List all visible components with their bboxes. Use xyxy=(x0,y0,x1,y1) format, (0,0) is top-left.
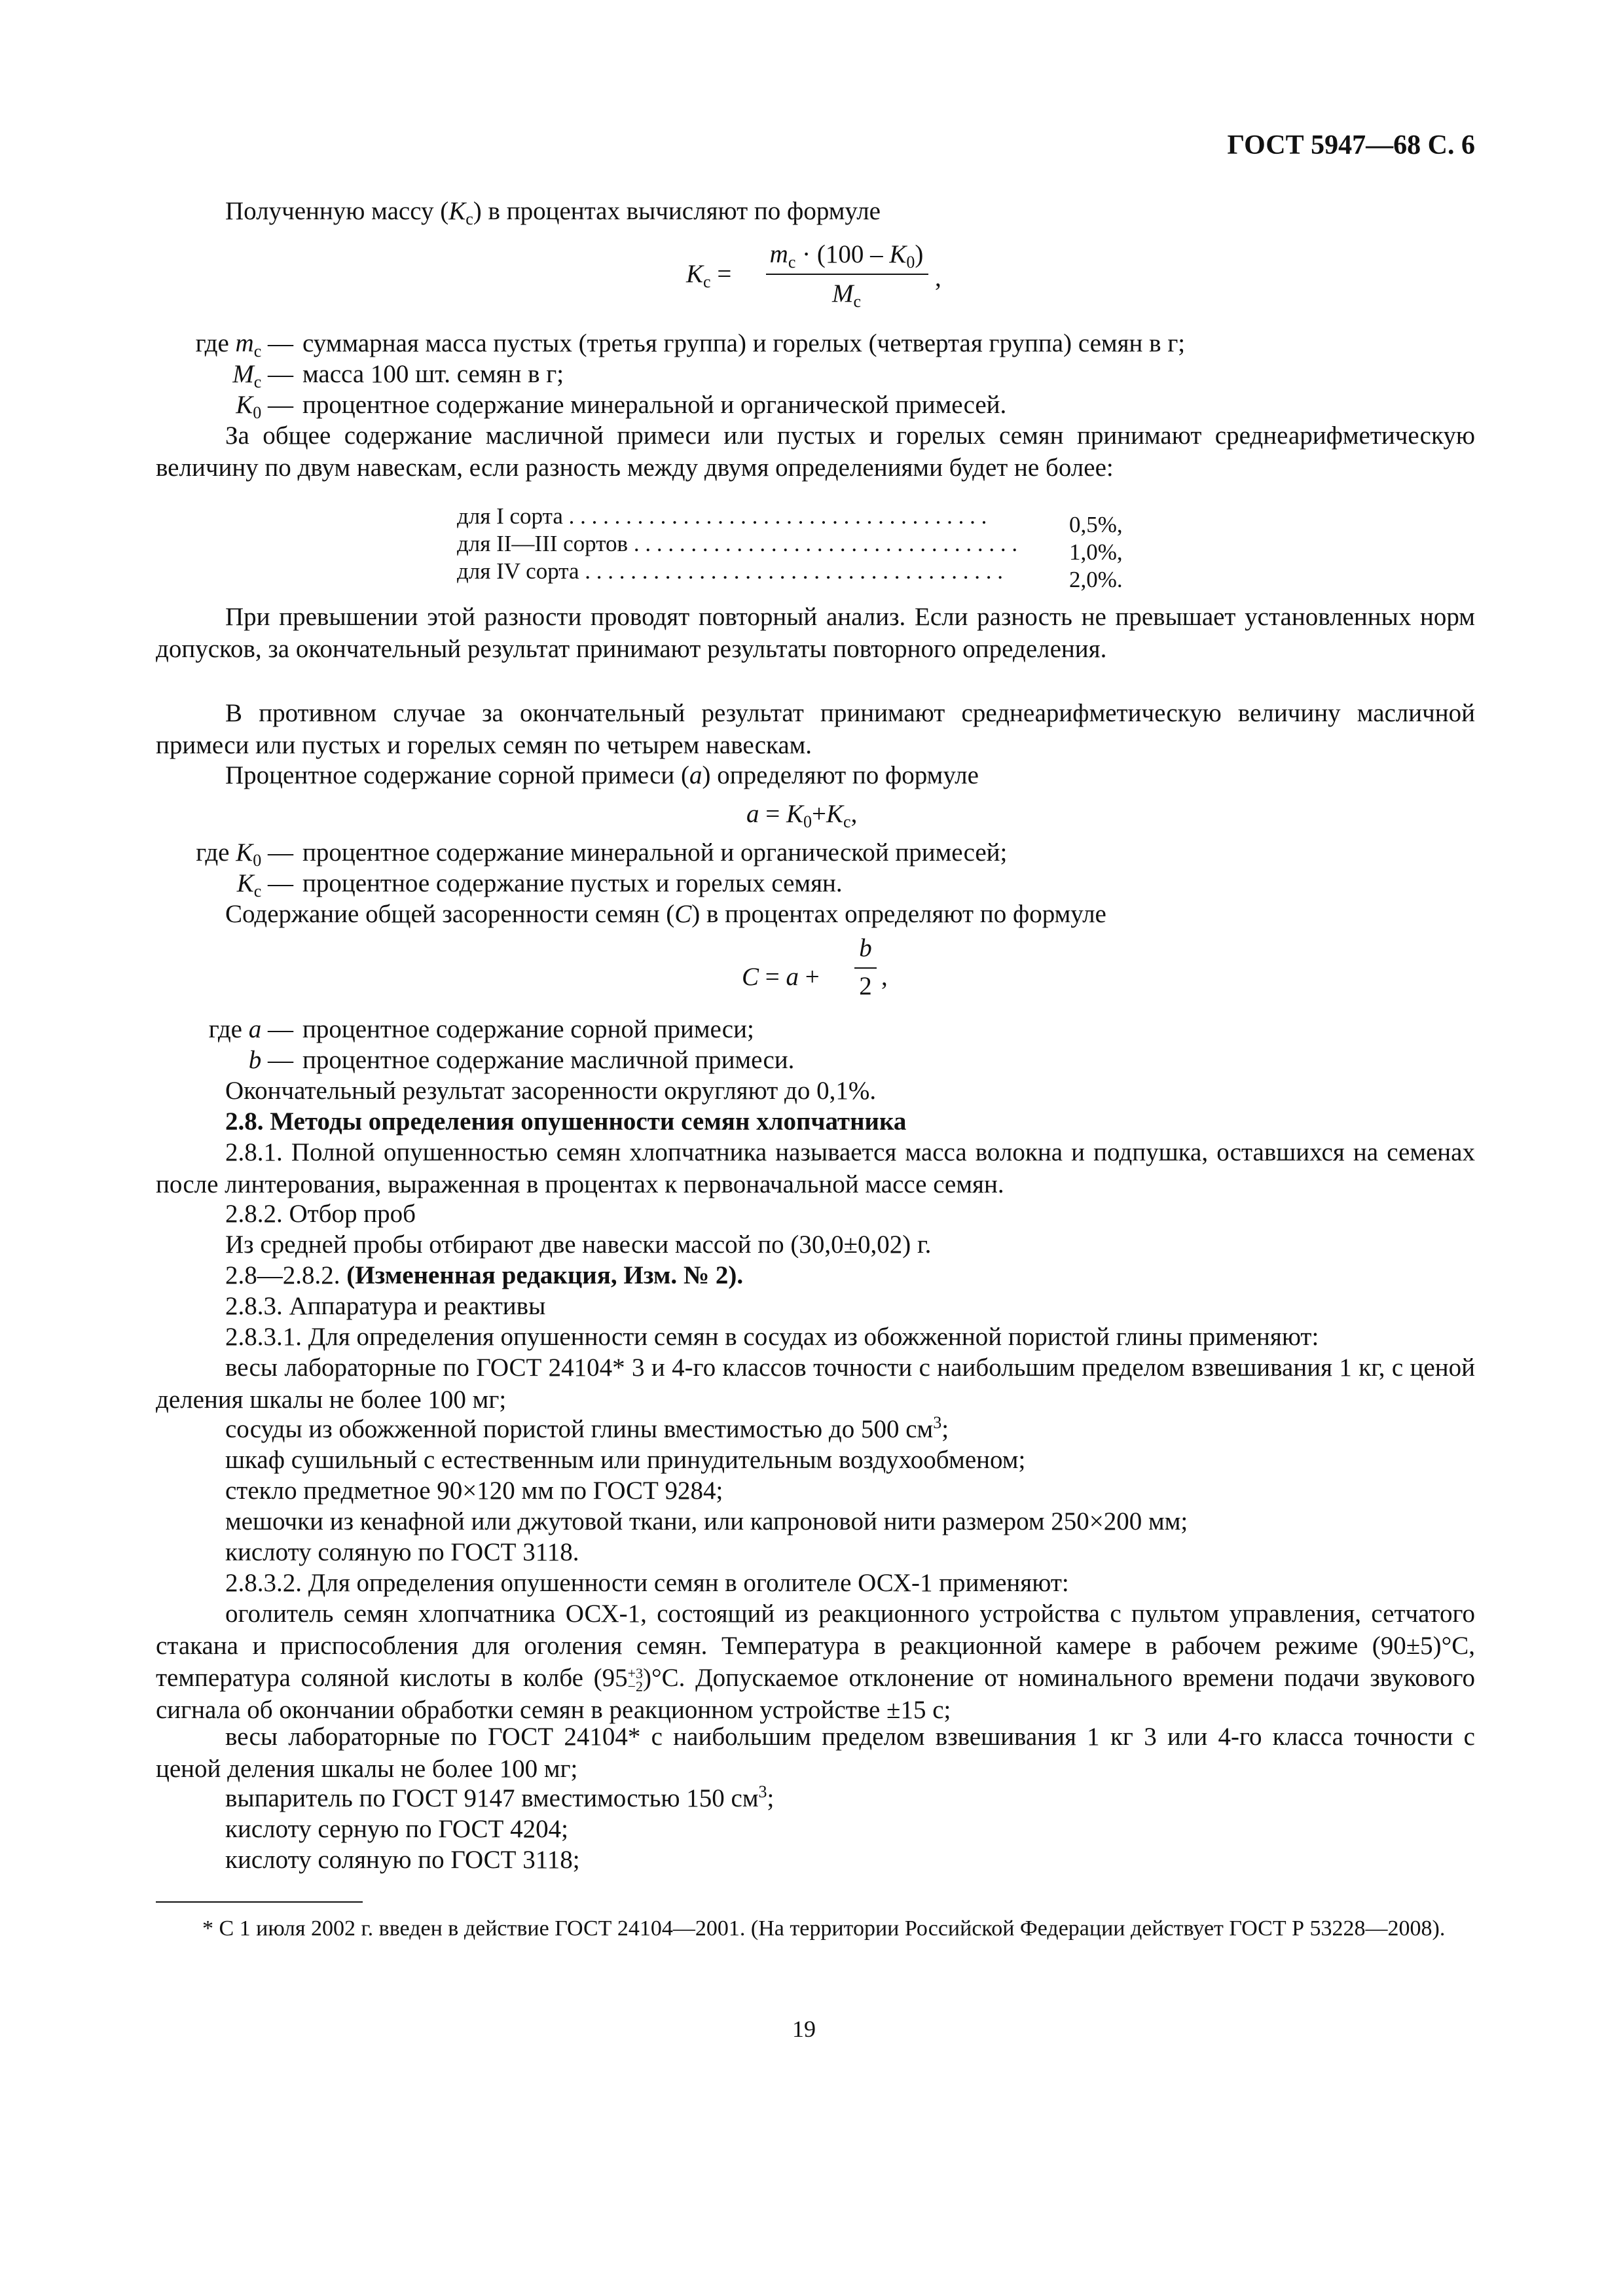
footnote-separator xyxy=(156,1901,363,1903)
section-2-8-heading: 2.8. Методы определения опушенности семян хлопчатника xyxy=(225,1107,907,1136)
intro-formula-c: Содержание общей засоренности семян (C) в процентах определяют по формуле xyxy=(225,900,1106,928)
formula-a: $a = K_0+K_с$, xyxy=(746,800,858,831)
item-scales-2: весы лабораторные по ГОСТ 24104* с наибольшим пределом взвешивания 1 кг 3 или 4-го класса точности с ценой деления шкалы не более 100 мг; xyxy=(156,1723,1475,1783)
item-glass-slide: стекло предметное 90×120 мм по ГОСТ 9284; xyxy=(225,1477,723,1505)
page-number: 19 xyxy=(792,2016,816,2042)
para-2-8-2-sample: Из средней пробы отбирают две навески массой по (30,0±0,02) г. xyxy=(225,1230,932,1259)
para-2-8-2-edit: 2.8—2.8.2. (Измененная редакция, Изм. № 2). xyxy=(225,1261,744,1289)
para-else: В противном случае за окончательный результат принимают среднеарифметическую величину масличной примеси или пустых и горелых семян по четырем навескам. xyxy=(156,699,1475,759)
para-2-8-3: 2.8.3. Аппаратура и реактивы xyxy=(225,1292,546,1320)
item-sulfuric-acid: кислоту серную по ГОСТ 4204; xyxy=(225,1815,568,1843)
item-hcl-2: кислоту соляную по ГОСТ 3118; xyxy=(225,1846,580,1874)
intro-formula-a: Процентное содержание сорной примеси (a) определяют по формуле xyxy=(225,761,979,789)
item-clay-vessels: сосуды из обожженной пористой глины вместимостью до 500 $см^3$; xyxy=(225,1413,949,1443)
para-average: За общее содержание масличной примеси или пустых и горелых семян принимают среднеарифметическую величину по двум навескам, если разность между двумя определениями будет не более: xyxy=(156,422,1475,482)
para-2-8-1: 2.8.1. Полной опушенностью семян хлопчатника называется масса волокна и подпушка, оставшихся на семенах после линтерования, выраженная в процентах к первоначальной массе семян. xyxy=(156,1138,1475,1198)
para-2-8-2: 2.8.2. Отбор проб xyxy=(225,1200,416,1228)
item-bags: мешочки из кенафной или джутовой ткани, или капроновой нити размером 250×200 мм; xyxy=(225,1507,1188,1535)
footnote: * С 1 июля 2002 г. введен в действие ГОСТ 24104—2001. (На территории Российской Федерации действует ГОСТ Р 53228—2008). xyxy=(202,1916,1446,1941)
para-2-8-3-2: 2.8.3.2. Для определения опушенности семян в оголителе ОСХ-1 применяют: xyxy=(225,1569,1069,1597)
item-evaporator: выпаритель по ГОСТ 9147 вместимостью 150 $см^3$; xyxy=(225,1782,775,1812)
para-repeat: При превышении этой разности проводят повторный анализ. Если разность не превышает установленных норм допусков, за окончательный результат принимают результаты повторного определения. xyxy=(156,603,1475,663)
para-round: Окончательный результат засоренности округляют до 0,1%. xyxy=(225,1077,877,1105)
intro-formula-kc: Полученную массу $(K_с)$ в процентах вычисляют по формуле xyxy=(225,197,881,228)
item-hcl-1: кислоту соляную по ГОСТ 3118. xyxy=(225,1538,579,1566)
item-osx-1: оголитель семян хлопчатника ОСХ-1, состоящий из реакционного устройства с пультом управления, сетчатого стакана и приспособления для оголения семян. Температура в реакционной камере в рабочем режиме (90±5)°С, температура соляной кислоты в колбе (95 +3 −2 )°С. Допускаемое отклонение от номинального времени подачи звукового сигнала об окончании обработки семян в реакционном устройстве ±15 с; xyxy=(156,1600,1476,1724)
item-drying-cabinet: шкаф сушильный с естественным или принудительным воздухообменом; xyxy=(225,1446,1026,1474)
item-scales-1: весы лабораторные по ГОСТ 24104* 3 и 4-го классов точности с наибольшим пределом взвешивания 1 кг, с ценой деления шкалы не более 100 мг; xyxy=(156,1354,1475,1414)
para-2-8-3-1: 2.8.3.1. Для определения опушенности семян в сосудах из обожженной пористой глины применяют: xyxy=(225,1323,1319,1351)
header-title: ГОСТ 5947—68 С. 6 xyxy=(1227,130,1475,160)
